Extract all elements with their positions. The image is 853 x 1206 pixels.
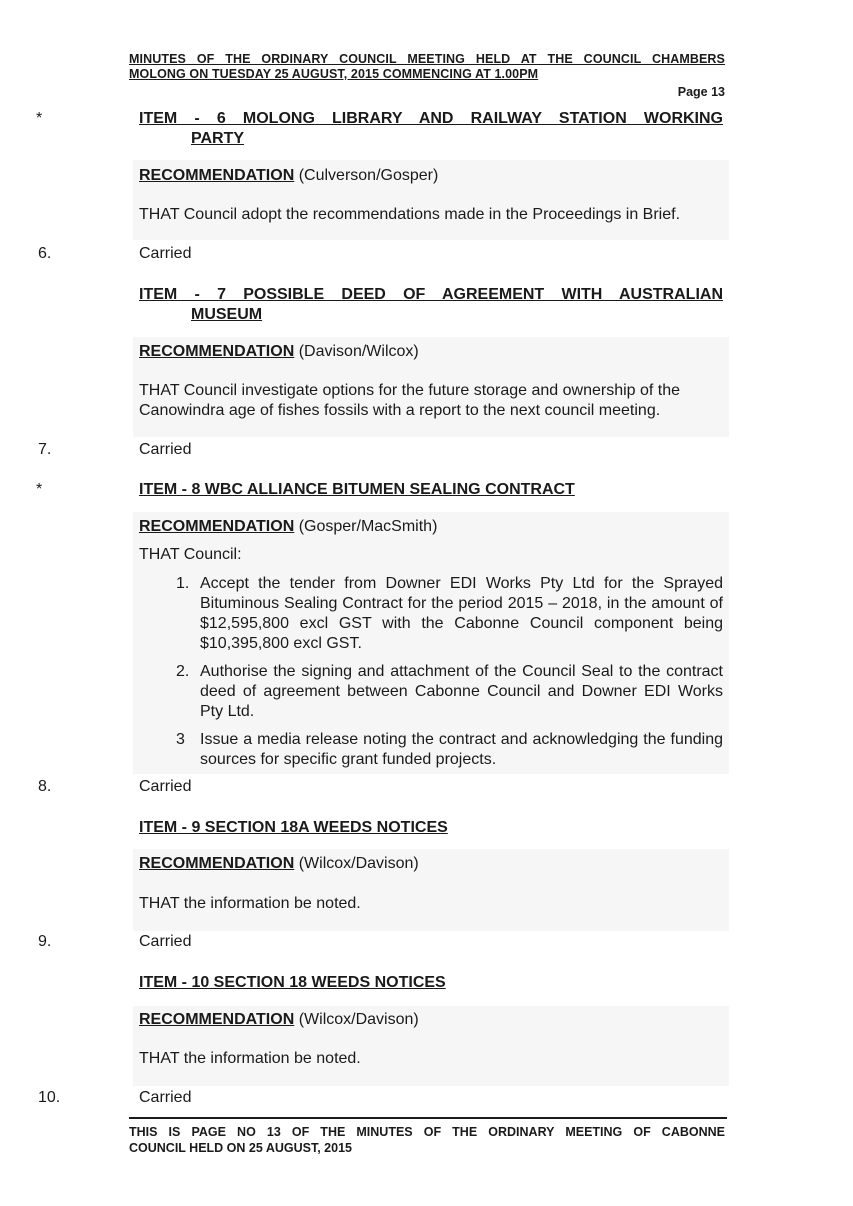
movers: (Culverson/Gosper)	[298, 167, 439, 184]
header-line-1: MINUTES OF THE ORDINARY COUNCIL MEETING HELD AT THE COUNCIL CHAMBERS	[129, 52, 725, 66]
list-item-number: 2.	[176, 663, 190, 680]
footer-divider	[129, 1117, 727, 1119]
footer-line-1: THIS IS PAGE NO 13 OF THE MINUTES OF THE ORDINARY MEETING OF CABONNE	[129, 1125, 725, 1139]
movers: (Wilcox/Davison)	[298, 855, 419, 872]
item-6-title-line-2: PARTY	[191, 130, 245, 147]
item-7-recommendation	[139, 342, 419, 362]
item-8-marker: *	[36, 481, 43, 498]
list-item	[176, 574, 723, 654]
recommendation-label: RECOMMENDATION	[139, 1011, 295, 1028]
item-8-recommendation	[139, 517, 437, 537]
footer-line-2: COUNCIL HELD ON 25 AUGUST, 2015	[129, 1141, 352, 1155]
page-number: Page 13	[677, 85, 725, 99]
movers: (Davison/Wilcox)	[298, 343, 419, 360]
item-8-text: THAT Council:	[139, 546, 242, 563]
item-10-title	[139, 973, 723, 993]
resolution-number-10: 10.	[38, 1089, 61, 1106]
item-8-title	[139, 480, 723, 500]
item-6-title-line-1: ITEM - 6 MOLONG LIBRARY AND RAILWAY STATION WORKING	[139, 110, 723, 127]
list-item-number: 1.	[176, 575, 190, 592]
list-item	[176, 730, 723, 770]
item-6-recommendation	[139, 166, 438, 186]
movers: (Gosper/MacSmith)	[298, 518, 438, 535]
resolution-number-8: 8.	[38, 778, 52, 795]
item-10-text: THAT the information be noted.	[139, 1050, 361, 1067]
list-item-text: Accept the tender from Downer EDI Works Pty Ltd for the Sprayed Bituminous Sealing Contract for the period 2015 – 2018, in the amount of $12,595,800 excl GST with the Cabonne Council component being $10,395,800 excl GST.	[200, 575, 723, 652]
item-10-recommendation	[139, 1010, 419, 1030]
item-8-result: Carried	[139, 778, 192, 795]
recommendation-label: RECOMMENDATION	[139, 855, 295, 872]
recommendation-label: RECOMMENDATION	[139, 518, 295, 535]
item-9-title	[139, 818, 723, 838]
item-6-marker: *	[36, 110, 43, 127]
item-10-result: Carried	[139, 1089, 192, 1106]
item-6-text: THAT Council adopt the recommendations made in the Proceedings in Brief.	[139, 206, 681, 223]
item-9-result: Carried	[139, 933, 192, 950]
resolution-number-6: 6.	[38, 245, 52, 262]
header-line-2: MOLONG ON TUESDAY 25 AUGUST, 2015 COMMENCING AT 1.00PM	[129, 67, 539, 81]
movers: (Wilcox/Davison)	[298, 1011, 419, 1028]
resolution-number-9: 9.	[38, 933, 52, 950]
item-7-result: Carried	[139, 441, 192, 458]
recommendation-label: RECOMMENDATION	[139, 343, 295, 360]
list-item	[176, 662, 723, 722]
list-item-text: Issue a media release noting the contract and acknowledging the funding sources for specific grant funded projects.	[200, 731, 723, 768]
list-item-number: 3	[176, 731, 185, 748]
item-9-recommendation	[139, 854, 419, 874]
item-7-text: THAT Council investigate options for the future storage and ownership of the Canowindra age of fishes fossils with a report to the next council meeting.	[139, 382, 681, 419]
item-7-title-line-2: MUSEUM	[191, 306, 263, 323]
item-7-title	[139, 285, 723, 325]
recommendation-label: RECOMMENDATION	[139, 167, 295, 184]
item-7-title-line-1: ITEM - 7 POSSIBLE DEED OF AGREEMENT WITH AUSTRALIAN	[139, 286, 723, 303]
item-6-result: Carried	[139, 245, 192, 262]
page-header	[129, 52, 725, 82]
resolution-number-7: 7.	[38, 441, 52, 458]
page-footer	[129, 1124, 725, 1156]
item-9-title-line-1: ITEM - 9 SECTION 18A WEEDS NOTICES	[139, 819, 448, 836]
item-9-text: THAT the information be noted.	[139, 895, 361, 912]
item-10-title-line-1: ITEM - 10 SECTION 18 WEEDS NOTICES	[139, 974, 446, 991]
list-item-text: Authorise the signing and attachment of the Council Seal to the contract deed of agreement between Cabonne Council and Downer EDI Works Pty Ltd.	[200, 663, 723, 720]
item-8-title-line-1: ITEM - 8 WBC ALLIANCE BITUMEN SEALING CONTRACT	[139, 481, 575, 498]
item-6-title	[139, 109, 723, 149]
